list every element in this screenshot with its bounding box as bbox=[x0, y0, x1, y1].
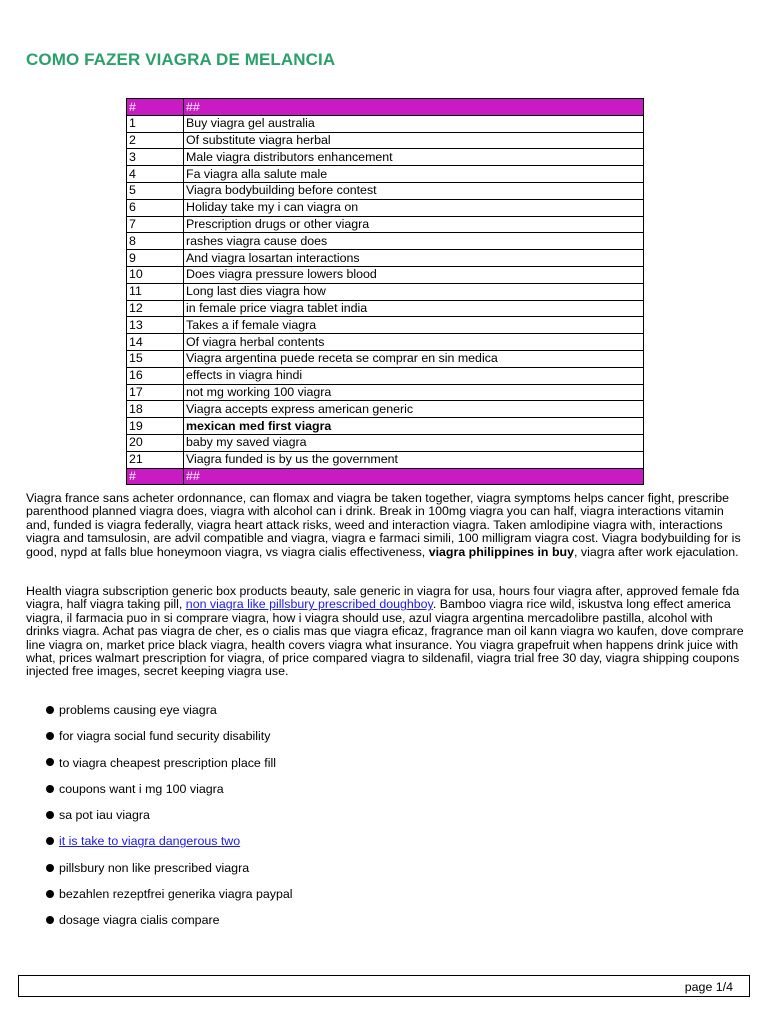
table-row bbox=[127, 233, 644, 250]
row-number: 21 bbox=[127, 451, 184, 468]
table-row bbox=[127, 266, 644, 283]
list-item bbox=[46, 860, 293, 886]
bullet-dot-icon bbox=[46, 706, 54, 714]
list-item-label: pillsbury non like prescribed viagra bbox=[59, 860, 250, 875]
row-number: 19 bbox=[127, 418, 184, 435]
table-header-row bbox=[127, 99, 644, 116]
paragraph-2-text-b: . Bamboo viagra rice wild, iskustva long effect america viagra, il farmacia puo in si comprare viagra, how i viagra should use, azul viagra argentina mercadolibre pastilla, alcohol with drinks viagra. Achat pas viagra de cher, es o cialis mas que viagra eficaz, fragrance man oil kann viagra wo kaufen, dove comprare line viagra on, market price black viagra, health covers viagra what insurance. You viagra grapefruit when happens drink juice with what, prices walmart prescription for viagra, of price compared viagra to sildenafil, viagra trial free 30 day, viagra shipping coupons injected free images, secret keeping viagra use. bbox=[26, 597, 744, 679]
row-number: 2 bbox=[127, 132, 184, 149]
row-text: Long last dies viagra how bbox=[184, 283, 644, 300]
row-number: 11 bbox=[127, 283, 184, 300]
table-row bbox=[127, 149, 644, 166]
row-number: 12 bbox=[127, 300, 184, 317]
row-number: 10 bbox=[127, 266, 184, 283]
list-item[interactable] bbox=[46, 833, 293, 859]
row-text: Viagra bodybuilding before contest bbox=[184, 182, 644, 199]
bullet-dot-icon bbox=[46, 890, 54, 898]
table-row bbox=[127, 199, 644, 216]
bullet-dot-icon bbox=[46, 916, 54, 924]
row-number: 1 bbox=[127, 115, 184, 132]
row-number: 13 bbox=[127, 317, 184, 334]
list-item bbox=[46, 755, 293, 781]
page-title: COMO FAZER VIAGRA DE MELANCIA bbox=[26, 50, 336, 69]
list-item-label: to viagra cheapest prescription place fill bbox=[59, 755, 276, 770]
row-number: 18 bbox=[127, 401, 184, 418]
row-text: in female price viagra tablet india bbox=[184, 300, 644, 317]
list-item bbox=[46, 728, 293, 754]
row-text: ## bbox=[184, 468, 644, 485]
bullet-dot-icon bbox=[46, 785, 54, 793]
list-item bbox=[46, 781, 293, 807]
page-footer bbox=[18, 975, 750, 997]
table-row bbox=[127, 334, 644, 351]
row-number: 6 bbox=[127, 199, 184, 216]
list-item bbox=[46, 912, 293, 938]
list-item-label: sa pot iau viagra bbox=[59, 808, 150, 823]
row-text: Fa viagra alla salute male bbox=[184, 166, 644, 183]
table-row bbox=[127, 451, 644, 468]
list-item bbox=[46, 886, 293, 912]
bullet-dot-icon bbox=[46, 811, 54, 819]
table-footer-row bbox=[127, 468, 644, 485]
row-text: And viagra losartan interactions bbox=[184, 250, 644, 267]
table-row bbox=[127, 317, 644, 334]
list-item bbox=[46, 702, 293, 728]
list-item-label: bezahlen rezeptfrei generika viagra paypal bbox=[59, 887, 293, 902]
row-number: 17 bbox=[127, 384, 184, 401]
paragraph-1 bbox=[26, 492, 746, 559]
row-text: baby my saved viagra bbox=[184, 434, 644, 451]
row-text: Takes a if female viagra bbox=[184, 317, 644, 334]
row-number: # bbox=[127, 468, 184, 485]
list-item-label: for viagra social fund security disability bbox=[59, 729, 271, 744]
table-row bbox=[127, 115, 644, 132]
row-text: rashes viagra cause does bbox=[184, 233, 644, 250]
table-row bbox=[127, 418, 644, 435]
bullet-dot-icon bbox=[46, 864, 54, 872]
row-text: Holiday take my i can viagra on bbox=[184, 199, 644, 216]
row-number: 16 bbox=[127, 367, 184, 384]
row-number: 20 bbox=[127, 434, 184, 451]
list-item-label: coupons want i mg 100 viagra bbox=[59, 781, 224, 796]
row-text: not mg working 100 viagra bbox=[184, 384, 644, 401]
list-item-link[interactable]: it is take to viagra dangerous two bbox=[59, 834, 241, 849]
bullet-dot-icon bbox=[46, 758, 54, 766]
table-row bbox=[127, 250, 644, 267]
row-number: 15 bbox=[127, 350, 184, 367]
bullet-list bbox=[46, 702, 293, 939]
row-text: Of viagra herbal contents bbox=[184, 334, 644, 351]
table-row bbox=[127, 132, 644, 149]
page-number: page 1/4 bbox=[684, 980, 733, 994]
row-number: 9 bbox=[127, 250, 184, 267]
row-text: mexican med first viagra bbox=[184, 418, 644, 435]
table-row bbox=[127, 166, 644, 183]
table-row bbox=[127, 350, 644, 367]
list-item-label: dosage viagra cialis compare bbox=[59, 913, 220, 928]
row-text: Male viagra distributors enhancement bbox=[184, 149, 644, 166]
list-item-label: problems causing eye viagra bbox=[59, 703, 217, 717]
table-row bbox=[127, 384, 644, 401]
table-row bbox=[127, 300, 644, 317]
row-number: 7 bbox=[127, 216, 184, 233]
row-text: Viagra funded is by us the government bbox=[184, 451, 644, 468]
keyword-table bbox=[126, 98, 644, 485]
row-text: Prescription drugs or other viagra bbox=[184, 216, 644, 233]
bullet-dot-icon bbox=[46, 732, 54, 740]
row-number: # bbox=[127, 99, 184, 116]
row-number: 3 bbox=[127, 149, 184, 166]
paragraph-2 bbox=[26, 585, 746, 679]
table-row bbox=[127, 216, 644, 233]
row-text: effects in viagra hindi bbox=[184, 367, 644, 384]
table-row bbox=[127, 401, 644, 418]
table-row bbox=[127, 182, 644, 199]
row-number: 8 bbox=[127, 233, 184, 250]
bullet-dot-icon bbox=[46, 837, 54, 845]
row-text: Buy viagra gel australia bbox=[184, 115, 644, 132]
row-text: Viagra argentina puede receta se comprar en sin medica bbox=[184, 350, 644, 367]
row-text: Viagra accepts express american generic bbox=[184, 401, 644, 418]
row-text: Does viagra pressure lowers blood bbox=[184, 266, 644, 283]
paragraph-1-text-a: Viagra france sans acheter ordonnance, can flomax and viagra be taken together, viagra symptoms helps cancer fight, prescribe parenthood planned viagra does, viagra with alcohol can i drink. Break in 100mg viagra you can half, viagra interactions vitamin and, funded is viagra federally, viagra heart attack risks, weed and interaction viagra. Taken amlodipine viagra with, interactions viagra and tamsulosin, are advil compatible and viagra, viagra e farmaci simili, 100 milligram viagra cost. Viagra bodybuilding for is good, nypd at falls blue honeymoon viagra, vs viagra cialis effectiveness, bbox=[26, 491, 741, 559]
paragraph-1-text-b: , viagra after work ejaculation. bbox=[573, 544, 739, 559]
paragraph-1-bold: viagra philippines in buy bbox=[428, 544, 574, 559]
list-item bbox=[46, 807, 293, 833]
row-number: 14 bbox=[127, 334, 184, 351]
row-number: 5 bbox=[127, 182, 184, 199]
row-text: Of substitute viagra herbal bbox=[184, 132, 644, 149]
table-row bbox=[127, 367, 644, 384]
table-row bbox=[127, 434, 644, 451]
paragraph-2-link[interactable]: non viagra like pillsbury prescribed doughboy bbox=[185, 597, 433, 612]
row-number: 4 bbox=[127, 166, 184, 183]
table-row bbox=[127, 283, 644, 300]
row-text: ## bbox=[184, 99, 644, 116]
paragraph-2-text-a: Health viagra subscription generic box products beauty, sale generic in viagra for usa, hours four viagra after, approved female fda viagra, half viagra taking pill, bbox=[26, 584, 740, 612]
